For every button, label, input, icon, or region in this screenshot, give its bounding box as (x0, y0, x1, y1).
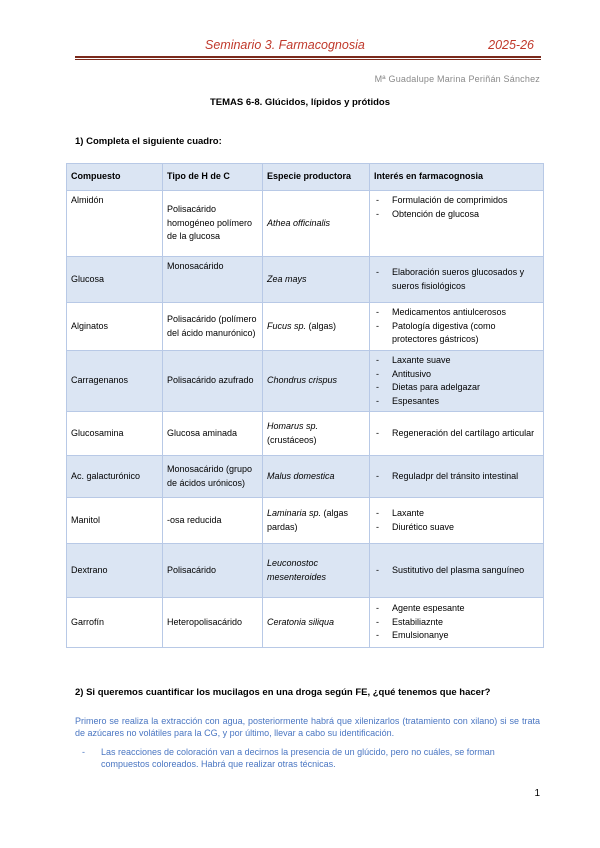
list-item: - Medicamentos antiulcerosos (374, 306, 539, 320)
interest-cell (370, 257, 544, 303)
table-header-row (67, 164, 544, 191)
species-note: (algas pardas) (267, 508, 349, 532)
column-header: Especie productora (263, 164, 370, 191)
data-table (66, 163, 544, 648)
question-2: 2) Si queremos cuantificar los mucilagos en una droga según FE, ¿qué tenemos que hacer? (75, 687, 491, 698)
table-row (67, 351, 544, 412)
list-item: - Antitusivo (374, 368, 539, 382)
species-name: Fucus sp. (267, 320, 307, 331)
list-item: - Espesantes (374, 395, 539, 409)
species-name: Athea officinalis (267, 217, 331, 228)
species-cell (263, 257, 370, 303)
list-item: - Diurético suave (374, 521, 539, 535)
table-row (67, 498, 544, 544)
compound-cell: Carragenanos (67, 351, 163, 412)
list-item: - Sustitutivo del plasma sanguíneo (374, 564, 539, 578)
list-item: - Formulación de comprimidos (374, 194, 539, 208)
answer-list-item (75, 746, 540, 770)
interest-list (374, 354, 539, 408)
table-row (67, 456, 544, 498)
species-cell (263, 544, 370, 598)
page-title: TEMAS 6-8. Glúcidos, lípidos y prótidos (210, 97, 390, 108)
list-item: - Laxante (374, 507, 539, 521)
species-name: Ceratonia siliqua (267, 616, 335, 627)
species-name: Homarus sp. (267, 421, 319, 431)
species-name: Chondrus crispus (267, 375, 338, 386)
list-item: - Patología digestiva (como protectores gástricos) (374, 320, 539, 347)
interest-list (374, 602, 539, 643)
answer-paragraph: Primero se realiza la extracción con agua, posteriormente habrá que xilenizarlos (tratamiento con xilano) si se trata de azúcares no volátiles para la CG, y por último, llevar a cabo su identificación. (75, 716, 540, 738)
interest-list (374, 470, 539, 484)
carbohydrate-type-cell: Polisacárido azufrado (163, 351, 263, 412)
interest-cell (370, 191, 544, 257)
compound-cell: Glucosa (67, 257, 163, 303)
page-number: 1 (534, 788, 540, 799)
table-row (67, 598, 544, 648)
carbohydrate-type-cell: Monosacárido (163, 257, 263, 303)
list-item: - Obtención de glucosa (374, 208, 539, 222)
carbohydrate-type-cell: Polisacárido (polímero del ácido manurónico) (163, 303, 263, 351)
species-cell (263, 191, 370, 257)
species-note: (crustáceos) (267, 434, 317, 445)
question-1: 1) Completa el siguiente cuadro: (75, 136, 222, 147)
compound-cell: Garrofín (67, 598, 163, 648)
interest-list (374, 266, 539, 293)
list-item: - Elaboración sueros glucosados y sueros fisiológicos (374, 266, 539, 293)
table-row (67, 257, 544, 303)
compound-cell: Almidón (67, 191, 163, 257)
compound-cell: Alginatos (67, 303, 163, 351)
interest-list (374, 564, 539, 578)
header-rule (75, 56, 541, 58)
interest-cell (370, 544, 544, 598)
species-note: (algas) (306, 320, 337, 331)
page-header (75, 38, 540, 56)
species-cell (263, 351, 370, 412)
carbohydrate-type-cell: Monosacárido (grupo de ácidos urónicos) (163, 456, 263, 498)
academic-year: 2025-26 (488, 38, 534, 52)
species-cell (263, 498, 370, 544)
column-header: Compuesto (67, 164, 163, 191)
interest-cell (370, 498, 544, 544)
interest-cell (370, 303, 544, 351)
interest-cell (370, 351, 544, 412)
dash-bullet: - (82, 747, 85, 757)
list-item: - Laxante suave (374, 354, 539, 368)
compound-cell: Dextrano (67, 544, 163, 598)
list-item: - Estabiliaznte (374, 616, 539, 630)
column-header: Interés en farmacognosia (370, 164, 544, 191)
species-cell (263, 412, 370, 456)
carbohydrate-type-cell: Polisacárido homogéneo polímero de la glucosa (163, 191, 263, 257)
interest-cell (370, 598, 544, 648)
carbohydrate-type-cell: Glucosa aminada (163, 412, 263, 456)
species-cell (263, 303, 370, 351)
species-name: Zea mays (267, 273, 307, 284)
table-row (67, 191, 544, 257)
species-cell (263, 456, 370, 498)
species-name: Malus domestica (267, 470, 335, 481)
interest-list (374, 507, 539, 534)
author-name: Mª Guadalupe Marina Periñán Sánchez (374, 74, 540, 84)
interest-list (374, 194, 539, 221)
species-name: Laminaria sp. (267, 508, 322, 518)
table-row (67, 303, 544, 351)
compound-cell: Glucosamina (67, 412, 163, 456)
answer-list-item-text: Las reacciones de coloración van a decirnos la presencia de un glúcido, pero no cuáles, se forman compuestos coloreados. Habrá que realizar otras técnicas. (101, 747, 495, 769)
list-item: - Dietas para adelgazar (374, 381, 539, 395)
carbohydrate-type-cell: -osa reducida (163, 498, 263, 544)
carbohydrate-type-cell: Polisacárido (163, 544, 263, 598)
list-item: - Agente espesante (374, 602, 539, 616)
header-rule-thin (75, 59, 541, 60)
course-title: Seminario 3. Farmacognosia (205, 38, 365, 52)
interest-cell (370, 456, 544, 498)
compound-cell: Manitol (67, 498, 163, 544)
species-cell (263, 598, 370, 648)
list-item: - Reguladpr del tránsito intestinal (374, 470, 539, 484)
table-row (67, 544, 544, 598)
compound-cell: Ac. galacturónico (67, 456, 163, 498)
carbohydrate-type-cell: Heteropolisacárido (163, 598, 263, 648)
interest-list (374, 427, 539, 441)
species-name: Leuconostoc mesenteroides (267, 558, 327, 582)
interest-list (374, 306, 539, 347)
column-header: Tipo de H de C (163, 164, 263, 191)
list-item: - Emulsionanye (374, 629, 539, 643)
table-row (67, 412, 544, 456)
interest-cell (370, 412, 544, 456)
list-item: - Regeneración del cartílago articular (374, 427, 539, 441)
